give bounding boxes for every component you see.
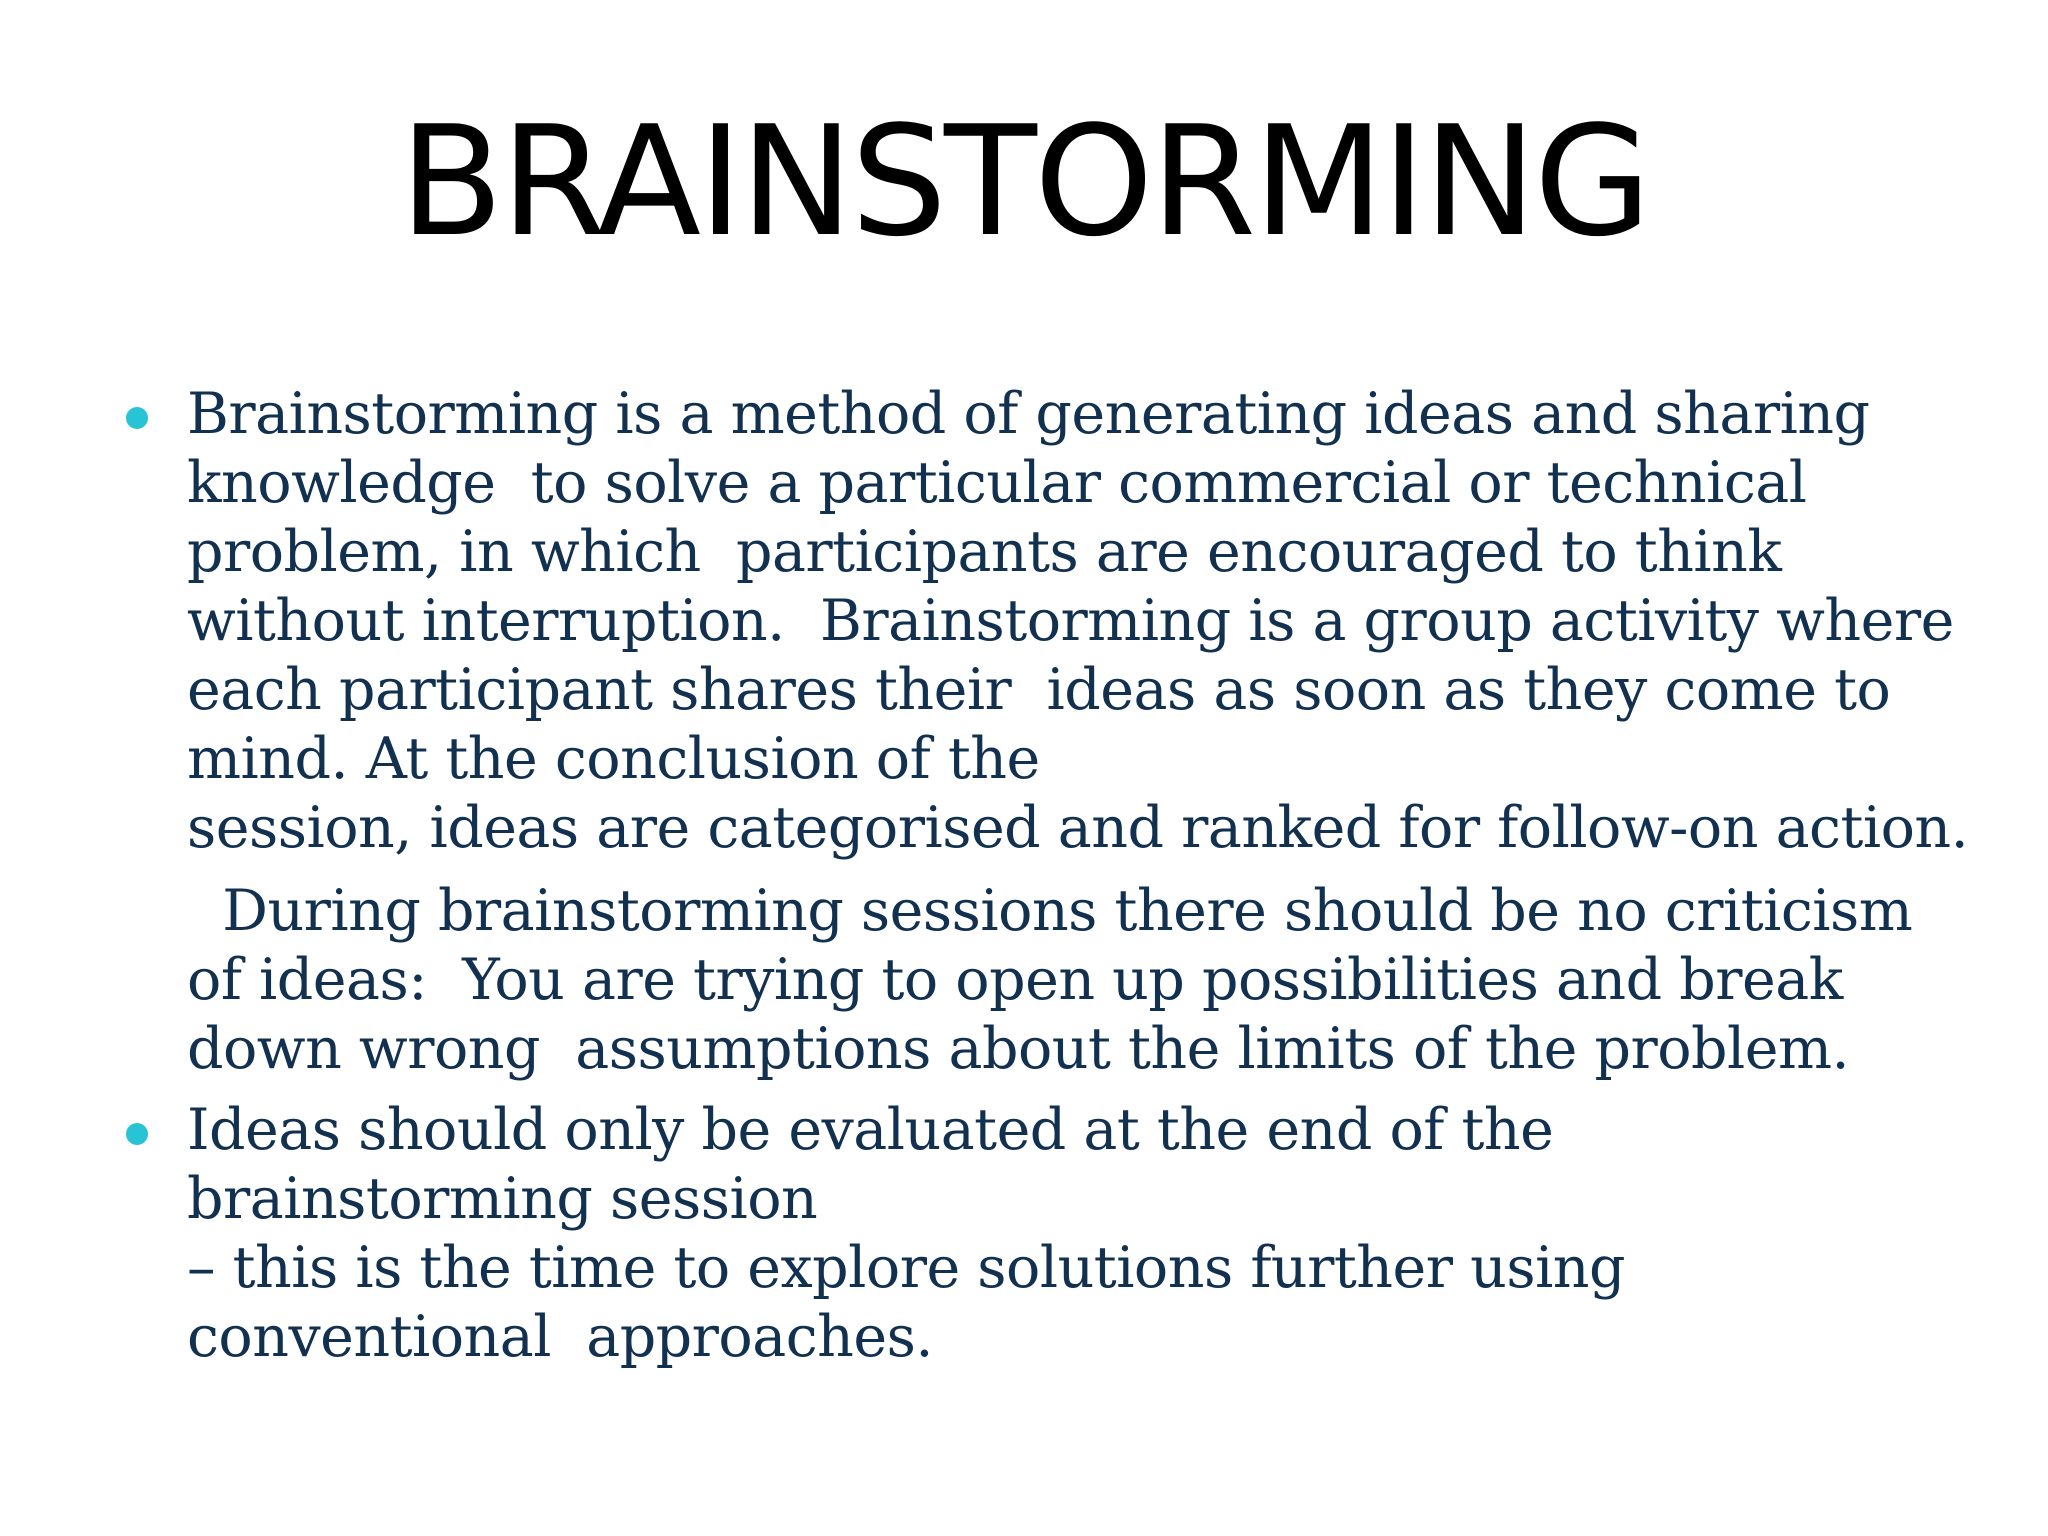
- paragraph-line: down wrong assumptions about the limits of the problem.: [187, 1016, 1850, 1082]
- paragraph-line: Ideas should only be evaluated at the end of the: [187, 1097, 1554, 1163]
- paragraph-line: brainstorming session: [187, 1166, 818, 1232]
- paragraph-definition: [0, 380, 1969, 863]
- paragraph-line: mind. At the conclusion of the: [187, 726, 1040, 792]
- paragraph-line: session, ideas are categorised and ranked for follow-on action.: [187, 795, 1969, 861]
- paragraph-line: – this is the time to explore solutions further using: [187, 1235, 1625, 1301]
- paragraph-line: During brainstorming sessions there should be no criticism: [187, 878, 1913, 944]
- paragraph-line: Brainstorming is a method of generating ideas and sharing: [187, 381, 1870, 447]
- paragraph-evaluation: [0, 1096, 1907, 1372]
- bullet-dot-icon: [126, 407, 148, 429]
- slide-title: BRAINSTORMING: [399, 93, 1649, 270]
- paragraph-line: of ideas: You are trying to open up possibilities and break: [187, 947, 1843, 1013]
- paragraph-line: conventional approaches.: [187, 1304, 933, 1370]
- paragraph-line: problem, in which participants are encouraged to think: [187, 519, 1782, 585]
- paragraph-line: each participant shares their ideas as soon as they come to: [187, 657, 1891, 723]
- paragraph-criticism: [0, 877, 1913, 1084]
- slide-body: [0, 380, 2048, 1372]
- bullet-dot-icon: [126, 1123, 148, 1145]
- paragraph-line: knowledge to solve a particular commercial or technical: [187, 450, 1807, 516]
- paragraph-line: without interruption. Brainstorming is a group activity where: [187, 588, 1954, 654]
